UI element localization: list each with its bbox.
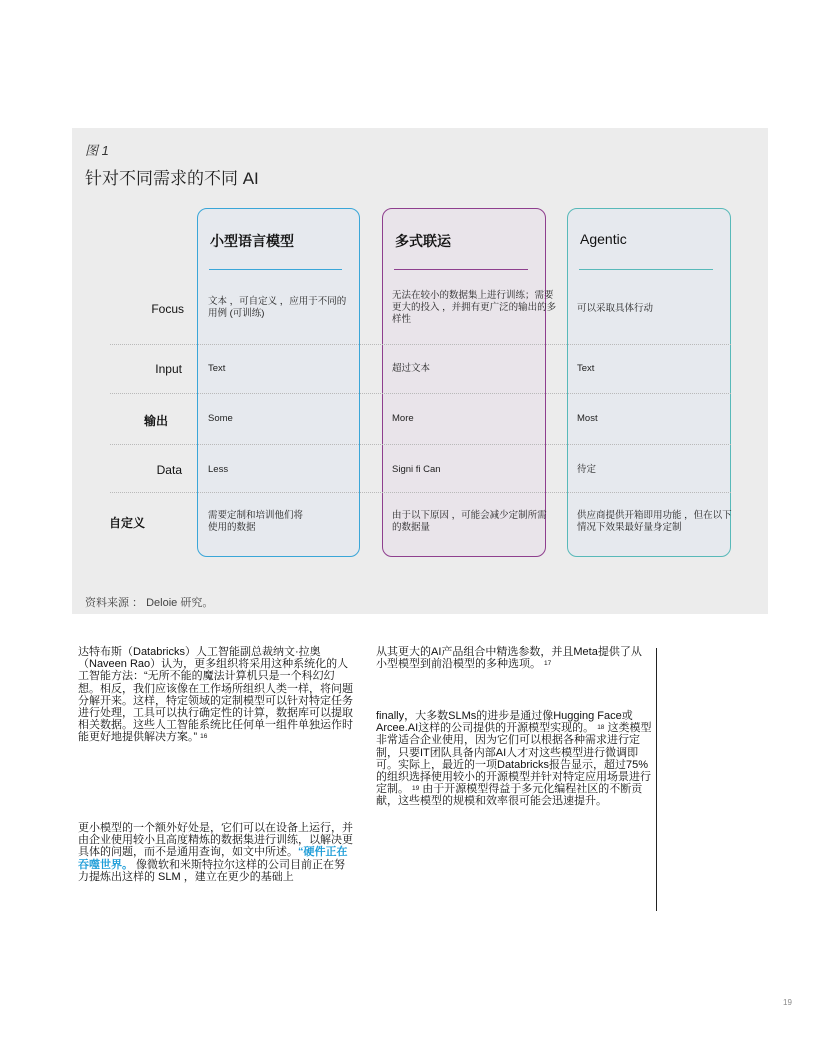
table-cell: 可以采取具体行动 bbox=[577, 303, 654, 314]
paragraph-text: finally，大多数SLMs的进步是通过像Hugging Face或Arcee.AI这样的公司提供的开源模型实现的。 bbox=[376, 710, 633, 735]
table-cell: Signi fi Can bbox=[392, 464, 441, 475]
table-cell: 供应商提供开箱即用功能 ，但在以下情况下效果最好量身定制 bbox=[577, 510, 732, 533]
column-divider bbox=[579, 269, 713, 270]
table-cell: 超过文本 bbox=[392, 363, 431, 374]
paragraph-text: 这类模型非常适合企业使用，因为它们可以根据各种需求进行定制，只要IT团队具备内部AI人才对这些模型进行微调即可。实际上，最近的一项Databricks报告显示，超过75%的组织选择使用较小的开源模型并针对特定应用场景进行定制。 bbox=[376, 722, 652, 796]
table-cell: Less bbox=[208, 464, 229, 475]
figure-source: 资料来源 ： Deloie 研究。 bbox=[85, 597, 214, 609]
paragraph-text: 由于开源模型得益于多元化编程社区的不断贡献，这些模型的规模和效率很可能会迅速提升。 bbox=[376, 783, 643, 808]
row-label-customization: 自定义 bbox=[108, 516, 145, 530]
column-divider bbox=[209, 269, 342, 270]
table-cell: 由于以下原因 ，可能会减少定制所需的数据量 bbox=[392, 510, 547, 533]
paragraph-text: 从其更大的AI产品组合中精选参数，并且Meta提供了从小型模型到前沿模型的多种选项。 bbox=[376, 646, 642, 671]
table-cell: More bbox=[392, 413, 414, 424]
row-label-focus: Focus bbox=[151, 302, 184, 316]
figure-label: 图 1 bbox=[85, 143, 109, 158]
table-cell: Text bbox=[577, 363, 595, 374]
table-cell: 需要定制和培训他们将使用的数据 bbox=[208, 510, 304, 533]
body-paragraph bbox=[376, 710, 652, 808]
footnote-ref: 19 bbox=[412, 785, 420, 793]
column-small-language-model bbox=[197, 208, 360, 557]
column-divider bbox=[394, 269, 528, 270]
column-multimodal bbox=[382, 208, 546, 557]
footnote-ref: 18 bbox=[597, 724, 605, 732]
table-cell: 无法在较小的数据集上进行训练；需要更大的投入 ，并拥有更广泛的输出的多样性 bbox=[392, 290, 557, 325]
column-header: 小型语言模型 bbox=[210, 233, 294, 249]
table-cell: Text bbox=[208, 363, 226, 374]
row-separator bbox=[110, 344, 731, 345]
paragraph-text: 更小模型的一个额外好处是，它们可以在设备上运行，并由企业使用较小且高度精炼的数据集进行训练，以解决更具体的问题，而不是通用查询，如文中所述。 bbox=[78, 822, 353, 859]
column-header: Agentic bbox=[580, 231, 627, 247]
paragraph-text: 像微软和米斯特拉尔这样的公司目前正在努力提炼出这样的 SLM ，建立在更少的基础上 bbox=[78, 858, 346, 883]
table-cell: Some bbox=[208, 413, 233, 424]
body-paragraph bbox=[78, 822, 354, 883]
row-label-data: Data bbox=[156, 463, 182, 477]
row-label-output: 输出 bbox=[143, 414, 168, 428]
table-cell: 文本 ，可自定义 ，应用于不同的用例 (可训练) bbox=[208, 296, 347, 319]
paragraph-text: 达特布斯（Databricks）人工智能副总裁纳文·拉奥（Naveen Rao）认为，更多组织将采用这种系统化的人工智能方法：“无所不能的魔法计算机只是一个科幻幻想。相反，我们应该像在工作场所组织人类一样，将问题分解开来。这样，特定领域的定制模型可以针对特定任务进行处理，工具可以执行确定性的计算，数据库可以提取相关数据。这些人工智能系统比任何单一组件单独运作时能更好地提供解决方案。” bbox=[78, 646, 353, 744]
column-rule bbox=[656, 648, 657, 911]
column-agentic bbox=[567, 208, 731, 557]
footnote-ref: 16 bbox=[200, 733, 208, 741]
footnote-ref: 17 bbox=[544, 660, 552, 668]
table-cell: Most bbox=[577, 413, 598, 424]
row-separator bbox=[110, 492, 731, 493]
row-separator bbox=[110, 393, 731, 394]
page-number: 19 bbox=[783, 998, 792, 1007]
row-separator bbox=[110, 444, 731, 445]
row-label-input: Input bbox=[155, 362, 182, 376]
figure-panel bbox=[72, 128, 768, 614]
body-paragraph bbox=[78, 646, 354, 744]
table-cell: 待定 bbox=[577, 464, 597, 475]
figure-title: 针对不同需求的不同 AI bbox=[85, 169, 259, 188]
article-link[interactable]: “硬件正在吞噬世界。 bbox=[78, 846, 348, 871]
column-header: 多式联运 bbox=[395, 233, 451, 249]
body-paragraph bbox=[376, 646, 650, 670]
